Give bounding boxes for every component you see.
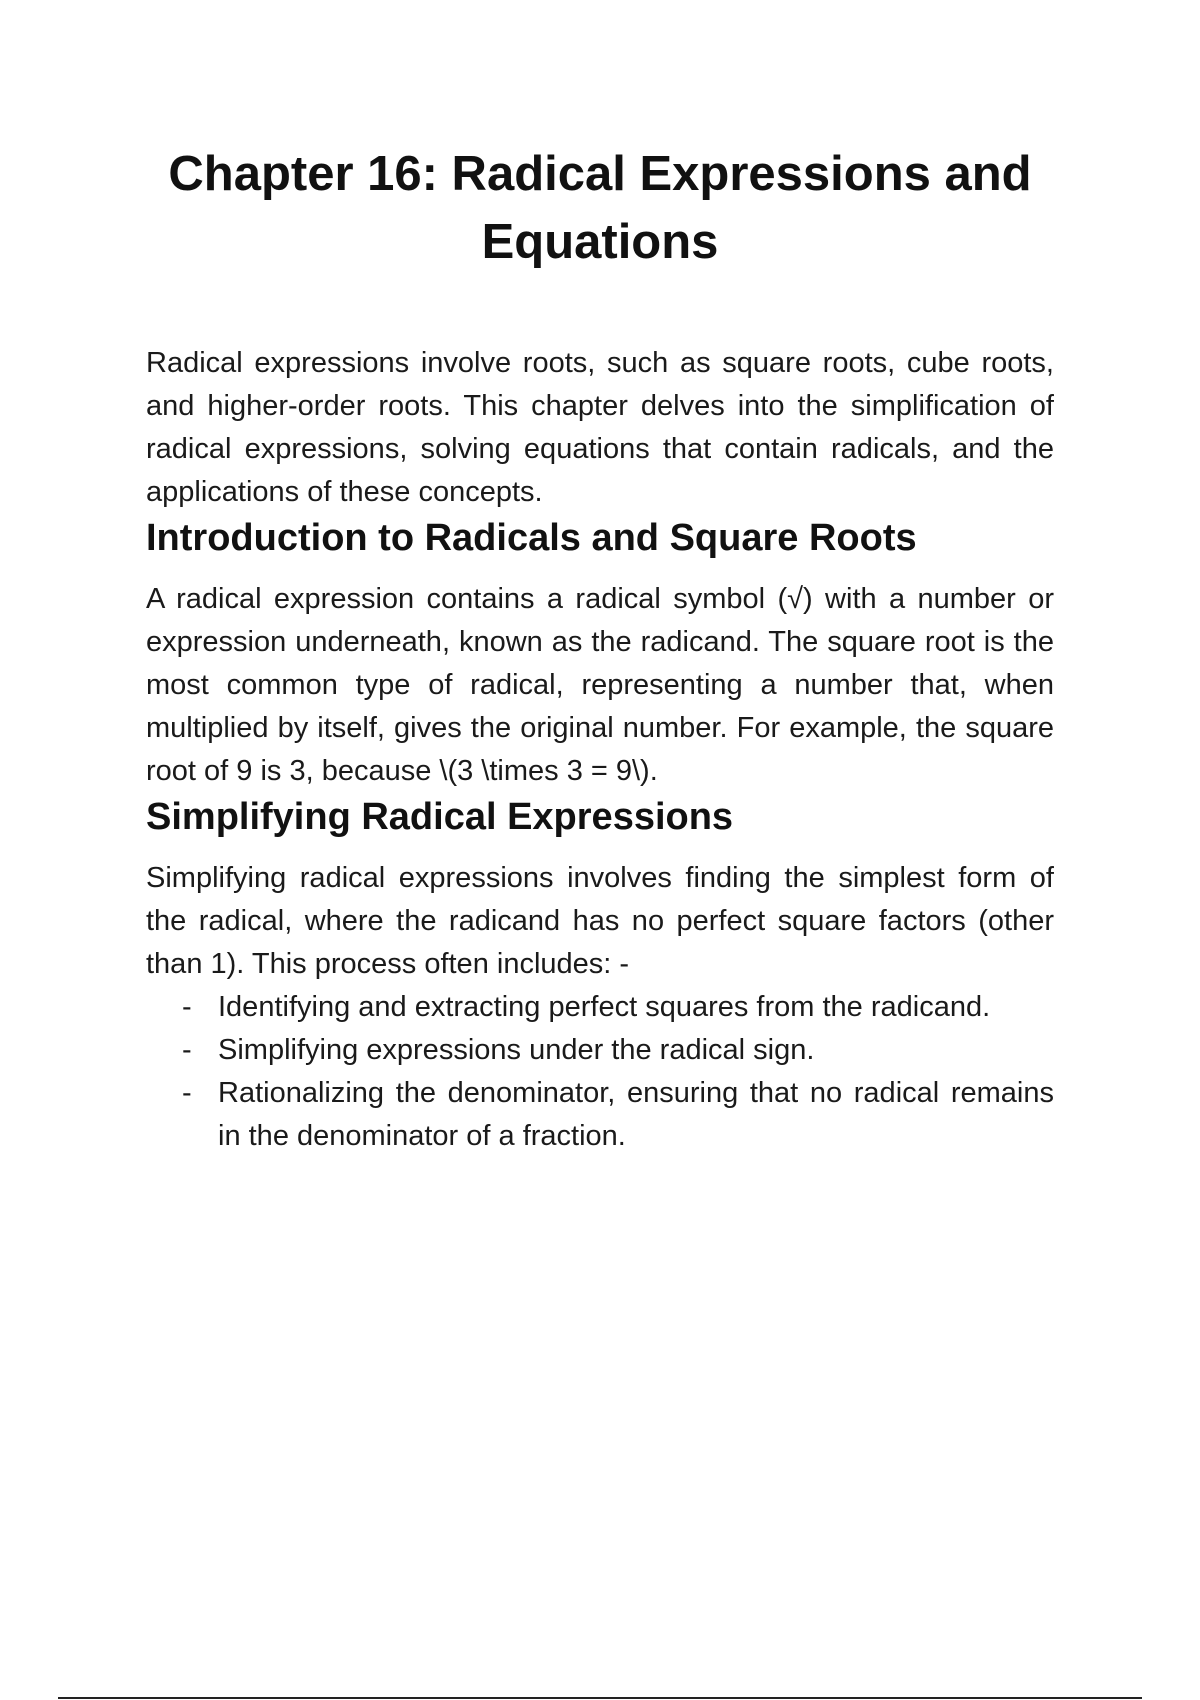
section-paragraph: Simplifying radical expressions involves finding the simplest form of the radical, where the radicand has no perfect square factors (other than 1). This process often includes: - [146, 862, 1054, 980]
section-heading: Simplifying Radical Expressions [146, 796, 734, 838]
list-item [146, 1072, 1054, 1158]
intro-paragraph: Radical expressions involve roots, such as square roots, cube roots, and higher-order roots. This chapter delves into the simplification of radical expressions, solving equations that contain radicals, and the applications of these concepts. [146, 347, 1054, 508]
page-content [146, 140, 1054, 1158]
list-item [146, 1029, 1054, 1072]
section-paragraph: A radical expression contains a radical symbol (√) with a number or expression underneath, known as the radicand. The square root is the most common type of radical, representing a number that, when multiplied by itself, gives the original number. For example, the square root of 9 is 3, because \(3 \times 3 = 9\). [146, 583, 1054, 787]
list-item-text: Identifying and extracting perfect squares from the radicand. [218, 991, 991, 1023]
section-heading: Introduction to Radicals and Square Roots [146, 517, 917, 559]
list-item [146, 986, 1054, 1029]
bullet-marker: - [182, 1034, 192, 1066]
footer-divider [58, 1697, 1142, 1699]
section-simplifying-radicals [146, 793, 1054, 1158]
list-item-text: Rationalizing the denominator, ensuring that no radical remains in the denominator of a fraction. [218, 1077, 1054, 1152]
chapter-title: Chapter 16: Radical Expressions and Equations [168, 147, 1032, 269]
bullet-marker: - [182, 1077, 192, 1109]
list-item-text: Simplifying expressions under the radical sign. [218, 1034, 815, 1066]
bullet-marker: - [182, 991, 192, 1023]
section-intro-radicals [146, 514, 1054, 793]
bullet-list [146, 986, 1054, 1158]
